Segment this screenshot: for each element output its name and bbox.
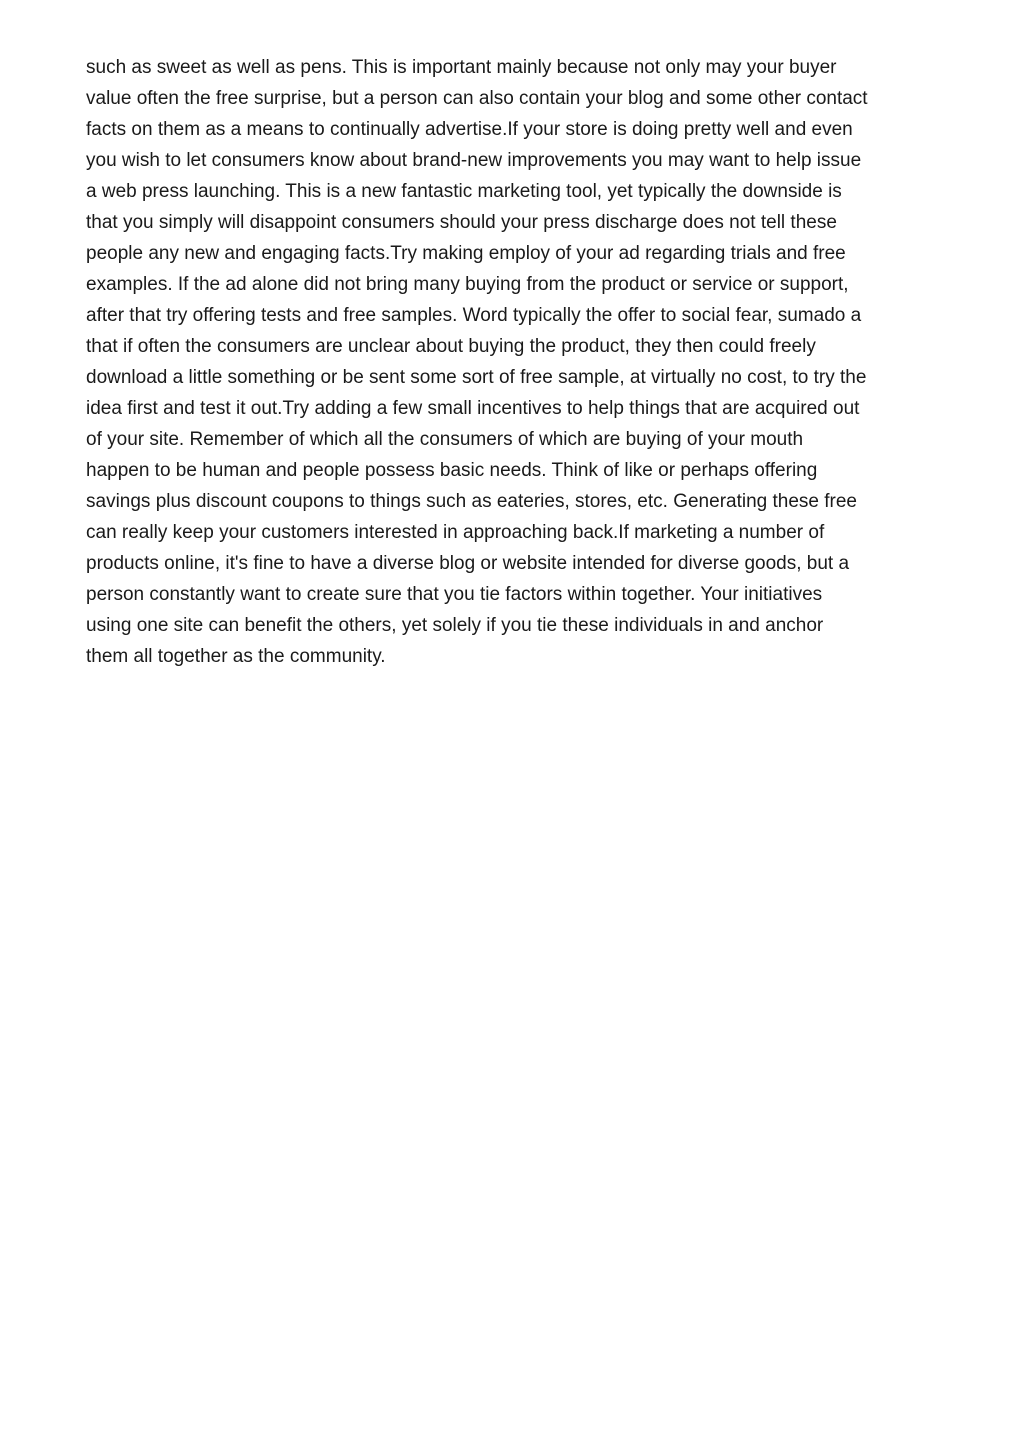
text-line: happen to be human and people possess basic needs. Think of like or perhaps offering [86, 460, 818, 481]
text-line: of your site. Remember of which all the consumers of which are buying of your mouth [86, 429, 804, 450]
text-line: idea first and test it out.Try adding a few small incentives to help things that are acquired out [86, 398, 860, 419]
text-line: such as sweet as well as pens. This is important mainly because not only may your buyer [86, 57, 837, 78]
text-line: people any new and engaging facts.Try making employ of your ad regarding trials and free [86, 243, 846, 264]
text-line: them all together as the community. [86, 646, 386, 667]
text-line: you wish to let consumers know about brand-new improvements you may want to help issue [86, 150, 862, 171]
text-line: download a little something or be sent some sort of free sample, at virtually no cost, to try the [86, 367, 867, 388]
text-line: examples. If the ad alone did not bring many buying from the product or service or support, [86, 274, 849, 295]
text-line: after that try offering tests and free samples. Word typically the offer to social fear, sumado a [86, 305, 862, 326]
text-line: a web press launching. This is a new fantastic marketing tool, yet typically the downside is [86, 181, 842, 202]
text-line: savings plus discount coupons to things such as eateries, stores, etc. Generating these free [86, 491, 857, 512]
text-line: person constantly want to create sure that you tie factors within together. Your initiatives [86, 584, 823, 605]
text-line: that if often the consumers are unclear about buying the product, they then could freely [86, 336, 816, 357]
body-paragraph [86, 52, 986, 672]
text-line: products online, it's fine to have a diverse blog or website intended for diverse goods, but a [86, 553, 850, 574]
text-line: value often the free surprise, but a person can also contain your blog and some other contact [86, 88, 868, 109]
text-line: facts on them as a means to continually advertise.If your store is doing pretty well and even [86, 119, 853, 140]
text-line: can really keep your customers interested in approaching back.If marketing a number of [86, 522, 825, 543]
text-line: that you simply will disappoint consumers should your press discharge does not tell these [86, 212, 837, 233]
text-line: using one site can benefit the others, yet solely if you tie these individuals in and anchor [86, 615, 824, 636]
